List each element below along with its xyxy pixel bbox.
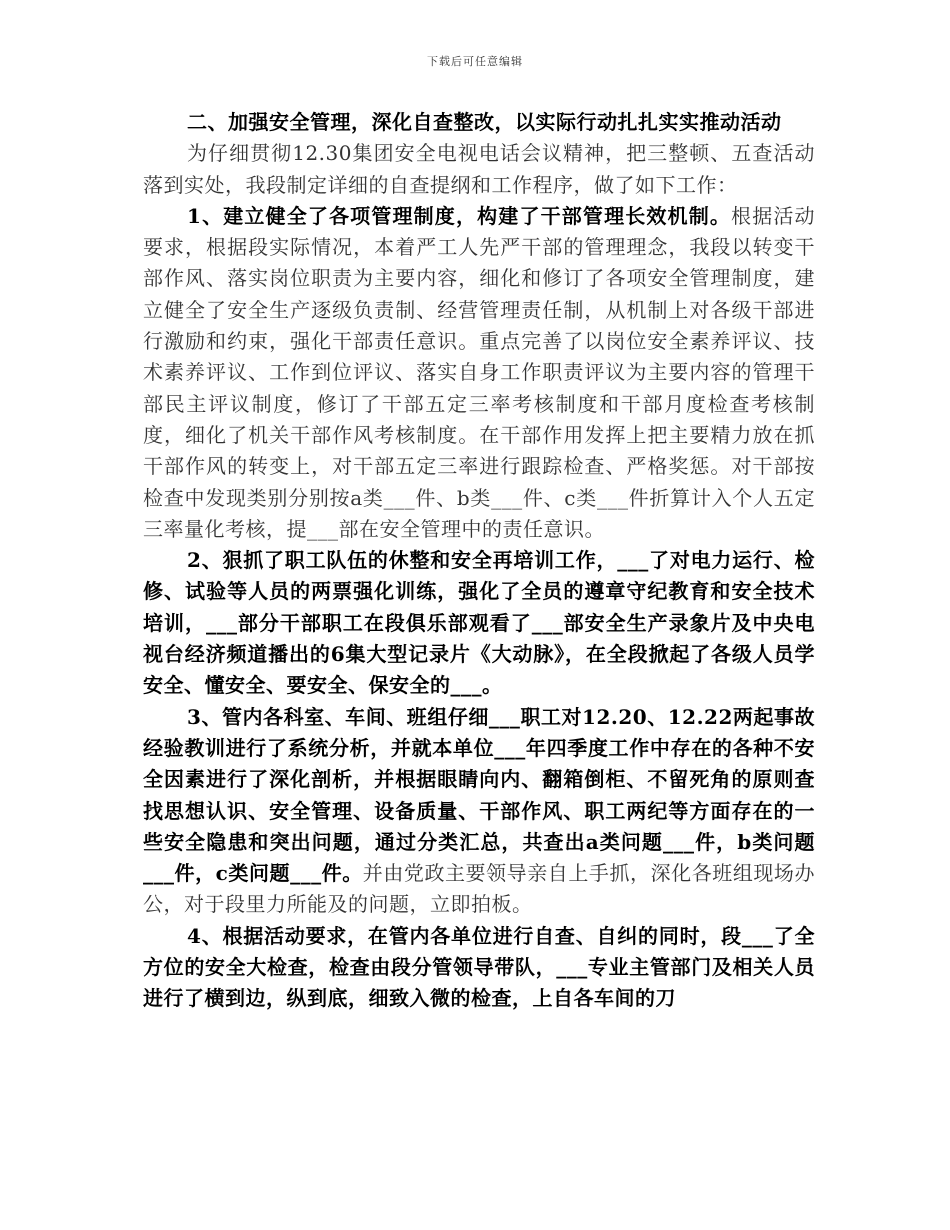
document-body bbox=[143, 107, 815, 1015]
item-3-body: 并由党政主要领导亲自上手抓，深化各班组现场办公，对于段里力所能及的问题，立即拍板。 bbox=[143, 861, 815, 917]
item-4-paragraph: 4、根据活动要求，在管内各单位进行自查、自纠的同时，段___了全方位的安全大检查，检查由段分管领导带队，___专业主管部门及相关人员进行了横到边，纵到底，细致入微的检查，上自各车间的刀 bbox=[143, 923, 815, 1011]
page-header: 下载后可任意编辑 bbox=[427, 55, 523, 68]
item-2-paragraph: 2、狠抓了职工队伍的休整和安全再培训工作，___了对电力运行、检修、试验等人员的两票强化训练，强化了全员的遵章守纪教育和安全技术培训，___部分干部职工在段俱乐部观看了___部安全生产录象片及中央电视台经济频道播出的6集大型记录片《大动脉》，在全段掀起了各级人员学安全、懂安全、要安全、保安全的___。 bbox=[143, 548, 815, 698]
item-1-paragraph bbox=[143, 201, 815, 545]
item-1-lead: 1、建立健全了各项管理制度，构建了干部管理长效机制。 bbox=[187, 203, 732, 228]
item-1-body: 根据活动要求，根据段实际情况，本着严工人先严干部的管理理念，我段以转变干部作风、落实岗位职责为主要内容，细化和修订了各项安全管理制度，建立健全了安全生产逐级负责制、经营管理责任制，从机制上对各级干部进行激励和约束，强化干部责任意识。重点完善了以岗位安全素养评议、技术素养评议、工作到位评议、落实自身工作职责评议为主要内容的管理干部民主评议制度，修订了干部五定三率考核制度和干部月度检查考核制度，细化了机关干部作风考核制度。在干部作用发挥上把主要精力放在抓干部作风的转变上，对干部五定三率进行跟踪检查、严格奖惩。对干部按检查中发现类别分别按a类___件、b类___件、c类___件折算计入个人五定三率量化考核，提___部在安全管理中的责任意识。 bbox=[143, 203, 816, 541]
item-3-paragraph bbox=[143, 702, 815, 921]
item-3-lead: 3、管内各科室、车间、班组仔细___职工对12.20、12.22两起事故经验教训进行了系统分析，并就本单位___年四季度工作中存在的各种不安全因素进行了深化剖析，并根据眼睛向内、翻箱倒柜、不留死角的原则查找思想认识、安全管理、设备质量、干部作风、职工两纪等方面存在的一些安全隐患和突出问题，通过分类汇总，共查出a类问题___件，b类问题___件，c类问题___件。 bbox=[143, 704, 815, 886]
section-title: 二、加强安全管理，深化自查整改，以实际行动扎扎实实推动活动 bbox=[187, 110, 782, 134]
intro-paragraph: 为仔细贯彻12.30集团安全电视电话会议精神，把三整顿、五查活动落到实处，我段制定详细的自查提纲和工作程序，做了如下工作： bbox=[143, 141, 815, 197]
